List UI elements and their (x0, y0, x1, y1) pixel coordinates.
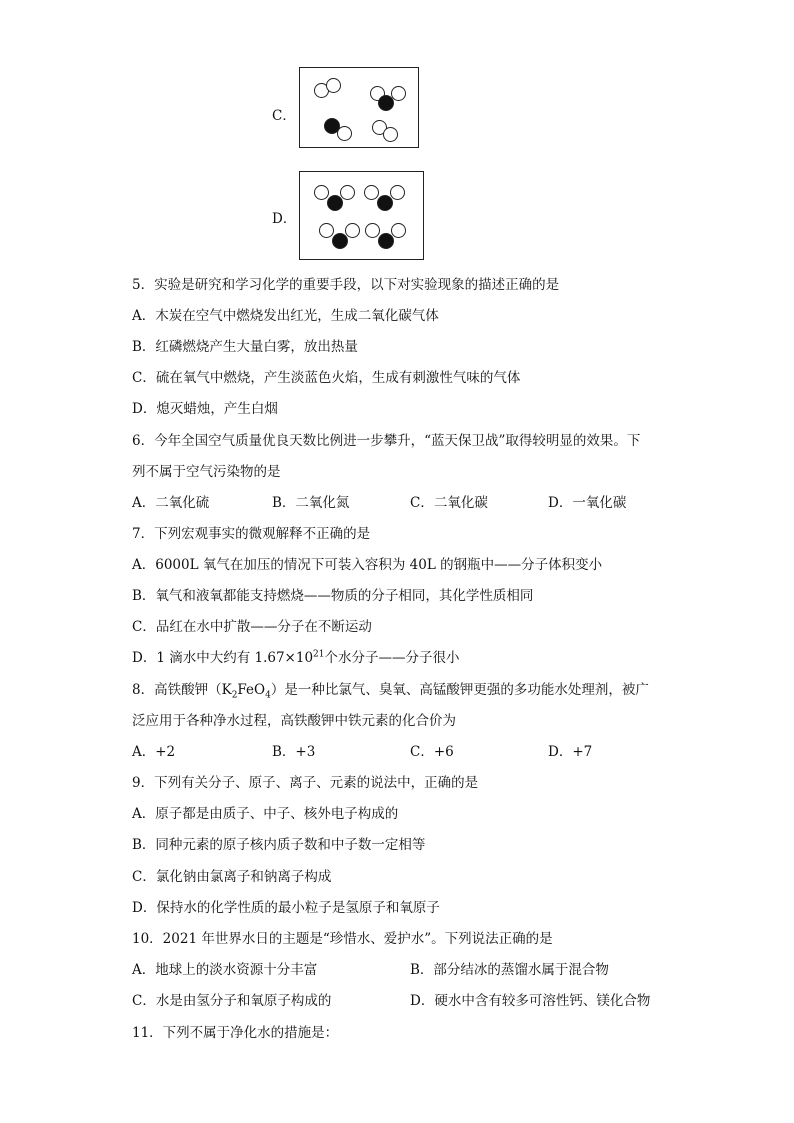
white-atom (391, 86, 406, 101)
q8-option-a: A．+2 (132, 744, 176, 760)
q5-option-b: B．红磷燃烧产生大量白雾，放出热量 (132, 339, 358, 355)
q7-option-d-text: D．1 滴水中大约有 1.67×10 (132, 650, 314, 666)
q8-option-d: D．+7 (548, 744, 593, 760)
q5-stem: 5．实验是研究和学习化学的重要手段，以下对实验现象的描述正确的是 (132, 277, 560, 293)
q5-option-d: D．熄灭蜡烛，产生白烟 (132, 401, 278, 417)
option-c-label: C． (272, 108, 296, 124)
white-atom (337, 126, 352, 141)
q8-stem-tail: ）是一种比氯气、臭氧、高锰酸钾更强的多功能水处理剂，被广 (270, 682, 649, 698)
black-atom (327, 195, 343, 211)
q8-subscript: 2 (231, 690, 238, 701)
molecule-diagram-d (299, 171, 424, 260)
q8-stem-line1 (132, 681, 649, 699)
q8-subscript: 4 (265, 690, 271, 701)
white-atom (340, 185, 355, 200)
q5-option-a: A．木炭在空气中燃烧发出红光，生成二氧化碳气体 (132, 308, 439, 324)
q7-exponent: 21 (313, 649, 325, 660)
option-d-label: D． (272, 211, 297, 227)
q8-option-b: B．+3 (272, 744, 316, 760)
q10-option-d: D．硬水中含有较多可溶性钙、镁化合物 (410, 993, 651, 1009)
q9-option-c: C．氯化钠由氯离子和钠离子构成 (132, 869, 332, 885)
black-atom (378, 233, 394, 249)
white-atom (345, 223, 360, 238)
q6-stem-line2: 列不属于空气污染物的是 (132, 464, 281, 480)
white-atom (326, 78, 341, 93)
white-atom (390, 185, 405, 200)
white-atom (319, 223, 334, 238)
q10-stem: 10．2021 年世界水日的主题是“珍惜水、爱护水”。下列说法正确的是 (132, 931, 553, 947)
q10-option-a: A．地球上的淡水资源十分丰富 (132, 962, 318, 978)
white-atom (364, 185, 379, 200)
q7-option-a: A．6000L 氧气在加压的情况下可装入容积为 40L 的钢瓶中——分子体积变小 (132, 557, 603, 573)
white-atom (314, 185, 329, 200)
black-atom (332, 233, 348, 249)
white-atom (391, 223, 406, 238)
q8-stem-line2: 泛应用于各种净水过程，高铁酸钾中铁元素的化合价为 (132, 713, 456, 729)
q7-option-d (132, 649, 460, 667)
q8-stem-text: 8．高铁酸钾（K (132, 682, 232, 698)
q8-formula-part: FeO (237, 682, 266, 698)
molecule-diagram-c (299, 67, 419, 148)
q8-option-c: C．+6 (410, 744, 454, 760)
q9-stem: 9．下列有关分子、原子、离子、元素的说法中，正确的是 (132, 775, 479, 791)
q6-option-d: D．一氧化碳 (548, 495, 627, 511)
q7-option-b: B．氧气和液氧都能支持燃烧——物质的分子相同，其化学性质相同 (132, 588, 534, 604)
q7-option-d-tail: 个水分子——分子很小 (324, 650, 460, 666)
q6-option-b: B．二氧化氮 (272, 495, 350, 511)
q9-option-d: D．保持水的化学性质的最小粒子是氢原子和氧原子 (132, 900, 440, 916)
q6-option-c: C．二氧化碳 (410, 495, 488, 511)
white-atom (365, 223, 380, 238)
q5-option-c: C．硫在氧气中燃烧，产生淡蓝色火焰，生成有刺激性气味的气体 (132, 370, 521, 386)
q6-option-a: A．二氧化硫 (132, 495, 210, 511)
black-atom (377, 195, 393, 211)
q9-option-a: A．原子都是由质子、中子、核外电子构成的 (132, 806, 399, 822)
q9-option-b: B．同种元素的原子核内质子数和中子数一定相等 (132, 837, 426, 853)
q11-stem: 11．下列不属于净化水的措施是： (132, 1025, 339, 1041)
q7-stem: 7．下列宏观事实的微观解释不正确的是 (132, 526, 371, 542)
white-atom (383, 127, 398, 142)
q7-option-c: C．品红在水中扩散——分子在不断运动 (132, 619, 372, 635)
q6-stem-line1: 6．今年全国空气质量优良天数比例进一步攀升，“蓝天保卫战”取得较明显的效果。下 (132, 433, 641, 449)
q10-option-c: C．水是由氢分子和氧原子构成的 (132, 993, 332, 1009)
q10-option-b: B．部分结冰的蒸馏水属于混合物 (410, 962, 609, 978)
